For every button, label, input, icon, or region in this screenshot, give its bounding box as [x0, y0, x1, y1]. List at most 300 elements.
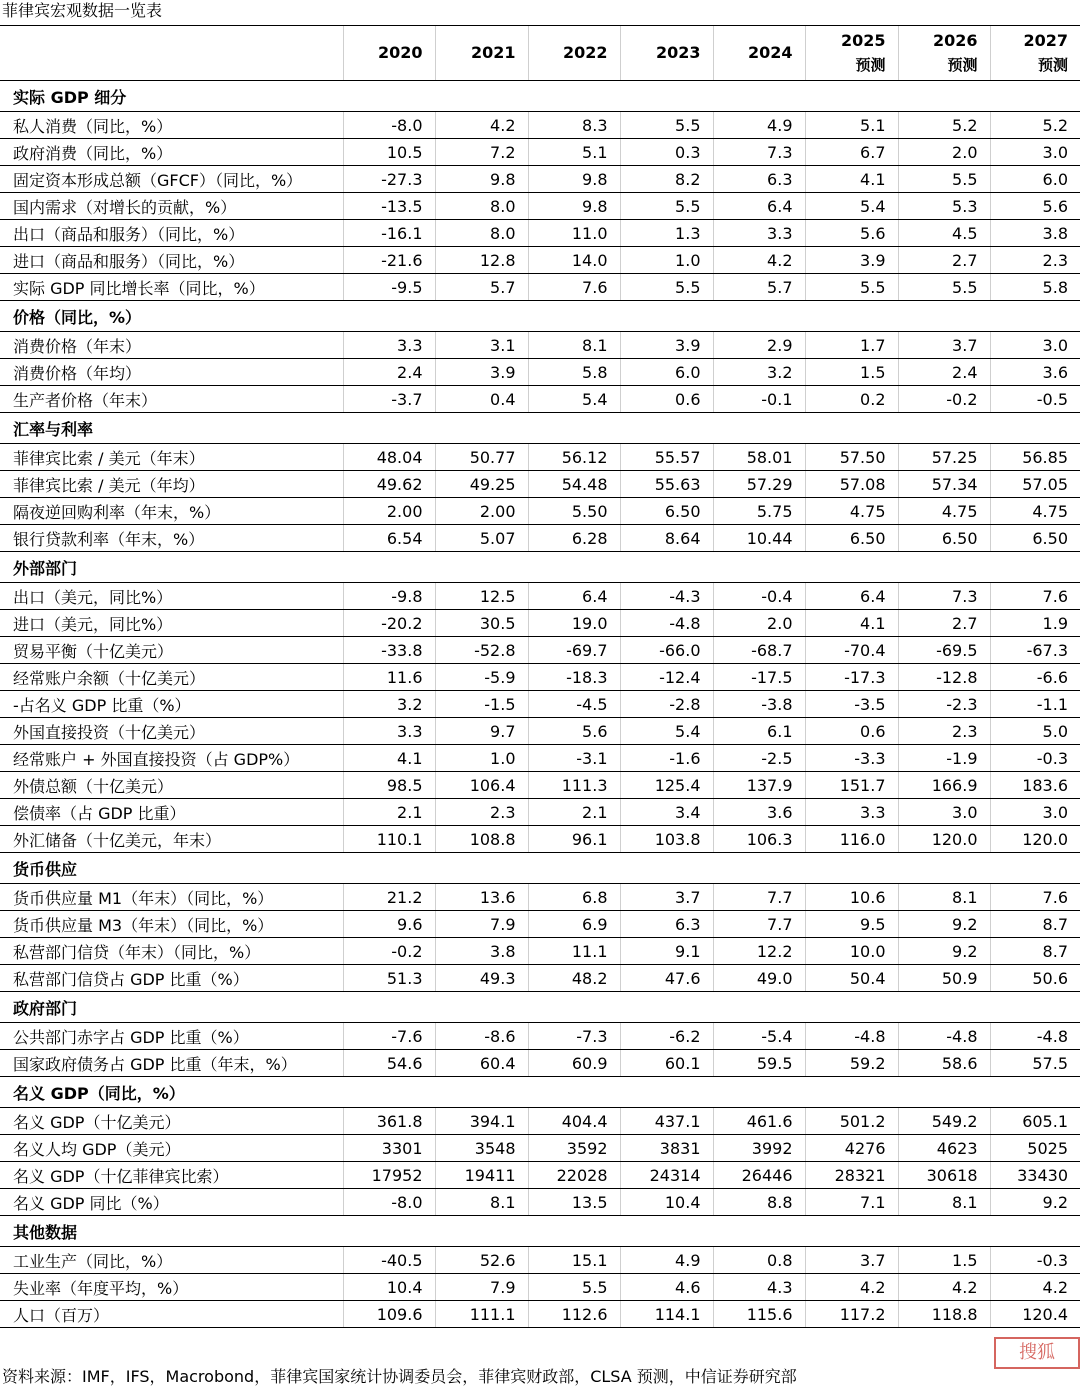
row-label: 名义 GDP 同比（%） — [0, 1189, 343, 1216]
row-label: 生产者价格（年末） — [0, 386, 343, 413]
value-cell: 50.6 — [990, 965, 1080, 992]
value-cell: 96.1 — [528, 826, 620, 853]
value-cell: 4.9 — [620, 1247, 713, 1274]
row-label: 出口（商品和服务）（同比，%） — [0, 220, 343, 247]
row-label: 菲律宾比索 / 美元（年均） — [0, 471, 343, 498]
value-cell: 57.25 — [898, 444, 990, 471]
value-cell: 2.1 — [343, 799, 435, 826]
value-cell: 7.7 — [713, 884, 805, 911]
table-row — [0, 525, 1080, 552]
value-cell: 4.1 — [343, 745, 435, 772]
value-cell: 10.4 — [620, 1189, 713, 1216]
table-row — [0, 911, 1080, 938]
value-cell: -4.8 — [620, 610, 713, 637]
value-cell: 50.77 — [435, 444, 528, 471]
value-cell: 108.8 — [435, 826, 528, 853]
table-row — [0, 691, 1080, 718]
value-cell: 137.9 — [713, 772, 805, 799]
table-row — [0, 498, 1080, 525]
value-cell: 3.3 — [343, 718, 435, 745]
value-cell: 4.5 — [898, 220, 990, 247]
row-label: 国内需求（对增长的贡献，%） — [0, 193, 343, 220]
value-cell: -4.5 — [528, 691, 620, 718]
value-cell: 49.0 — [713, 965, 805, 992]
year-label: 2024 — [747, 43, 793, 62]
value-cell: 111.3 — [528, 772, 620, 799]
value-cell: 3.7 — [620, 884, 713, 911]
table-row — [0, 332, 1080, 359]
value-cell: 6.50 — [805, 525, 898, 552]
value-cell: -12.4 — [620, 664, 713, 691]
value-cell: 7.1 — [805, 1189, 898, 1216]
value-cell: -1.6 — [620, 745, 713, 772]
value-cell: -4.8 — [990, 1023, 1080, 1050]
value-cell: 26446 — [713, 1162, 805, 1189]
table-row — [0, 112, 1080, 139]
value-cell: 11.6 — [343, 664, 435, 691]
value-cell: 4.2 — [898, 1274, 990, 1301]
table-row — [0, 359, 1080, 386]
value-cell: 14.0 — [528, 247, 620, 274]
value-cell: 151.7 — [805, 772, 898, 799]
value-cell: 6.4 — [713, 193, 805, 220]
value-cell: 7.7 — [713, 911, 805, 938]
value-cell: -3.3 — [805, 745, 898, 772]
row-label: 国家政府债务占 GDP 比重（年末，%） — [0, 1050, 343, 1077]
section-header-row — [0, 301, 1080, 332]
value-cell: 4.2 — [435, 112, 528, 139]
row-label: 名义 GDP（十亿美元） — [0, 1108, 343, 1135]
value-cell: 4.2 — [805, 1274, 898, 1301]
value-cell: 501.2 — [805, 1108, 898, 1135]
source-note: 资料来源：IMF，IFS，Macrobond，菲律宾国家统计协调委员会，菲律宾财政部，CLSA 预测，中信证券研究部 — [2, 1367, 797, 1386]
section-title: 政府部门 — [0, 992, 1080, 1023]
value-cell: 5.3 — [898, 193, 990, 220]
value-cell: 3.3 — [343, 332, 435, 359]
value-cell: 10.44 — [713, 525, 805, 552]
value-cell: -70.4 — [805, 637, 898, 664]
value-cell: 3.0 — [898, 799, 990, 826]
value-cell: 3.3 — [805, 799, 898, 826]
value-cell: -17.5 — [713, 664, 805, 691]
value-cell: 110.1 — [343, 826, 435, 853]
row-label: 实际 GDP 同比增长率（同比，%） — [0, 274, 343, 301]
value-cell: 3.6 — [990, 359, 1080, 386]
value-cell: -2.3 — [898, 691, 990, 718]
value-cell: -1.5 — [435, 691, 528, 718]
value-cell: 24314 — [620, 1162, 713, 1189]
value-cell: 7.9 — [435, 911, 528, 938]
value-cell: 7.2 — [435, 139, 528, 166]
value-cell: 2.4 — [343, 359, 435, 386]
year-header — [620, 26, 713, 81]
value-cell: 5.7 — [713, 274, 805, 301]
value-cell: 115.6 — [713, 1301, 805, 1328]
section-title: 外部部门 — [0, 552, 1080, 583]
table-row — [0, 247, 1080, 274]
value-cell: 5.5 — [805, 274, 898, 301]
value-cell: 2.3 — [898, 718, 990, 745]
section-title: 价格（同比，%） — [0, 301, 1080, 332]
value-cell: -3.5 — [805, 691, 898, 718]
value-cell: 166.9 — [898, 772, 990, 799]
value-cell: 3.7 — [805, 1247, 898, 1274]
table-row — [0, 193, 1080, 220]
value-cell: 8.2 — [620, 166, 713, 193]
value-cell: 7.6 — [990, 884, 1080, 911]
value-cell: 6.8 — [528, 884, 620, 911]
value-cell: 56.85 — [990, 444, 1080, 471]
year-header — [713, 26, 805, 81]
value-cell: 2.0 — [898, 139, 990, 166]
value-cell: 59.5 — [713, 1050, 805, 1077]
value-cell: 5.8 — [528, 359, 620, 386]
value-cell: 118.8 — [898, 1301, 990, 1328]
row-label: 公共部门赤字占 GDP 比重（%） — [0, 1023, 343, 1050]
value-cell: 4.1 — [805, 166, 898, 193]
value-cell: 10.5 — [343, 139, 435, 166]
value-cell: 49.25 — [435, 471, 528, 498]
value-cell: 50.4 — [805, 965, 898, 992]
row-label: 银行贷款利率（年末，%） — [0, 525, 343, 552]
value-cell: -4.8 — [805, 1023, 898, 1050]
value-cell: 3.0 — [990, 332, 1080, 359]
section-title: 货币供应 — [0, 853, 1080, 884]
table-row — [0, 166, 1080, 193]
value-cell: 52.6 — [435, 1247, 528, 1274]
value-cell: -7.6 — [343, 1023, 435, 1050]
value-cell: 5.5 — [620, 274, 713, 301]
value-cell: 6.4 — [805, 583, 898, 610]
value-cell: 7.6 — [990, 583, 1080, 610]
row-label: 外国直接投资（十亿美元） — [0, 718, 343, 745]
value-cell: 5.6 — [528, 718, 620, 745]
value-cell: 48.2 — [528, 965, 620, 992]
value-cell: 98.5 — [343, 772, 435, 799]
value-cell: 6.50 — [990, 525, 1080, 552]
row-label: 名义人均 GDP（美元） — [0, 1135, 343, 1162]
value-cell: 5.4 — [528, 386, 620, 413]
table-row — [0, 274, 1080, 301]
value-cell: 2.9 — [713, 332, 805, 359]
value-cell: 3.9 — [805, 247, 898, 274]
value-cell: 3.6 — [713, 799, 805, 826]
value-cell: -6.6 — [990, 664, 1080, 691]
value-cell: 60.9 — [528, 1050, 620, 1077]
value-cell: 4.1 — [805, 610, 898, 637]
value-cell: 9.8 — [528, 193, 620, 220]
value-cell: 56.12 — [528, 444, 620, 471]
value-cell: 60.1 — [620, 1050, 713, 1077]
value-cell: 5.4 — [620, 718, 713, 745]
value-cell: 8.1 — [528, 332, 620, 359]
table-row — [0, 965, 1080, 992]
value-cell: 12.8 — [435, 247, 528, 274]
value-cell: 4.75 — [805, 498, 898, 525]
value-cell: 6.28 — [528, 525, 620, 552]
value-cell: 58.01 — [713, 444, 805, 471]
value-cell: 4.75 — [990, 498, 1080, 525]
value-cell: 30.5 — [435, 610, 528, 637]
year-label: 2026 — [932, 31, 978, 50]
table-row — [0, 938, 1080, 965]
value-cell: 5.75 — [713, 498, 805, 525]
value-cell: 6.3 — [713, 166, 805, 193]
table-row — [0, 220, 1080, 247]
value-cell: 3.0 — [990, 139, 1080, 166]
value-cell: 3.7 — [898, 332, 990, 359]
value-cell: 21.2 — [343, 884, 435, 911]
value-cell: -3.7 — [343, 386, 435, 413]
value-cell: 116.0 — [805, 826, 898, 853]
value-cell: 8.0 — [435, 193, 528, 220]
value-cell: 57.5 — [990, 1050, 1080, 1077]
row-label: 经常账户 + 外国直接投资（占 GDP%） — [0, 745, 343, 772]
row-label: 出口（美元，同比%） — [0, 583, 343, 610]
row-label: -占名义 GDP 比重（%） — [0, 691, 343, 718]
value-cell: -27.3 — [343, 166, 435, 193]
row-label: 进口（商品和服务）（同比，%） — [0, 247, 343, 274]
year-header — [343, 26, 435, 81]
value-cell: -8.0 — [343, 1189, 435, 1216]
row-label: 私营部门信贷（年末）（同比，%） — [0, 938, 343, 965]
value-cell: 437.1 — [620, 1108, 713, 1135]
value-cell: 404.4 — [528, 1108, 620, 1135]
table-row — [0, 1162, 1080, 1189]
value-cell: 0.6 — [620, 386, 713, 413]
table-row — [0, 583, 1080, 610]
value-cell: 58.6 — [898, 1050, 990, 1077]
forecast-label: 预测 — [1037, 56, 1068, 74]
value-cell: -4.3 — [620, 583, 713, 610]
value-cell: 6.0 — [990, 166, 1080, 193]
value-cell: -5.4 — [713, 1023, 805, 1050]
value-cell: 114.1 — [620, 1301, 713, 1328]
section-header-row — [0, 413, 1080, 444]
value-cell: 120.0 — [898, 826, 990, 853]
year-header — [528, 26, 620, 81]
table-row — [0, 718, 1080, 745]
value-cell: 8.1 — [435, 1189, 528, 1216]
value-cell: 8.64 — [620, 525, 713, 552]
value-cell: -8.6 — [435, 1023, 528, 1050]
value-cell: 59.2 — [805, 1050, 898, 1077]
table-row — [0, 610, 1080, 637]
value-cell: 33430 — [990, 1162, 1080, 1189]
value-cell: 4623 — [898, 1135, 990, 1162]
value-cell: 2.7 — [898, 247, 990, 274]
value-cell: 4.2 — [713, 247, 805, 274]
value-cell: 1.7 — [805, 332, 898, 359]
value-cell: 49.3 — [435, 965, 528, 992]
value-cell: 9.8 — [528, 166, 620, 193]
value-cell: 3301 — [343, 1135, 435, 1162]
value-cell: 9.2 — [898, 911, 990, 938]
value-cell: -4.8 — [898, 1023, 990, 1050]
value-cell: 55.57 — [620, 444, 713, 471]
value-cell: 3.9 — [620, 332, 713, 359]
value-cell: 57.50 — [805, 444, 898, 471]
year-header — [990, 26, 1080, 81]
value-cell: 55.63 — [620, 471, 713, 498]
value-cell: 4.6 — [620, 1274, 713, 1301]
value-cell: 6.4 — [528, 583, 620, 610]
value-cell: 3.9 — [435, 359, 528, 386]
value-cell: 120.4 — [990, 1301, 1080, 1328]
section-header-row — [0, 1216, 1080, 1247]
table-row — [0, 826, 1080, 853]
forecast-label: 预测 — [855, 56, 886, 74]
value-cell: 22028 — [528, 1162, 620, 1189]
value-cell: -12.8 — [898, 664, 990, 691]
value-cell: -2.5 — [713, 745, 805, 772]
value-cell: 5.50 — [528, 498, 620, 525]
value-cell: 5.5 — [528, 1274, 620, 1301]
value-cell: 47.6 — [620, 965, 713, 992]
year-label: 2022 — [562, 43, 608, 62]
table-title: 菲律宾宏观数据一览表 — [2, 1, 163, 20]
table-row — [0, 772, 1080, 799]
value-cell: -52.8 — [435, 637, 528, 664]
value-cell: -9.8 — [343, 583, 435, 610]
row-label: 货币供应量 M1（年末）（同比，%） — [0, 884, 343, 911]
value-cell: 106.3 — [713, 826, 805, 853]
table-row — [0, 884, 1080, 911]
value-cell: 6.50 — [620, 498, 713, 525]
value-cell: 2.00 — [343, 498, 435, 525]
value-cell: 2.0 — [713, 610, 805, 637]
value-cell: 3548 — [435, 1135, 528, 1162]
forecast-label: 预测 — [947, 56, 978, 74]
value-cell: 13.5 — [528, 1189, 620, 1216]
value-cell: 12.2 — [713, 938, 805, 965]
section-header-row — [0, 992, 1080, 1023]
section-header-row — [0, 1077, 1080, 1108]
year-label: 2027 — [1023, 31, 1068, 50]
table-row — [0, 1274, 1080, 1301]
table-row — [0, 745, 1080, 772]
row-label: 货币供应量 M3（年末）（同比，%） — [0, 911, 343, 938]
value-cell: 5.5 — [898, 274, 990, 301]
year-header — [435, 26, 528, 81]
row-label: 偿债率（占 GDP 比重） — [0, 799, 343, 826]
value-cell: 9.1 — [620, 938, 713, 965]
value-cell: 8.0 — [435, 220, 528, 247]
value-cell: 11.1 — [528, 938, 620, 965]
value-cell: -21.6 — [343, 247, 435, 274]
value-cell: -20.2 — [343, 610, 435, 637]
value-cell: 461.6 — [713, 1108, 805, 1135]
row-label: 名义 GDP（十亿菲律宾比索） — [0, 1162, 343, 1189]
value-cell: 111.1 — [435, 1301, 528, 1328]
section-title: 其他数据 — [0, 1216, 1080, 1247]
value-cell: 3992 — [713, 1135, 805, 1162]
value-cell: 8.3 — [528, 112, 620, 139]
value-cell: -0.3 — [990, 1247, 1080, 1274]
value-cell: 2.3 — [990, 247, 1080, 274]
value-cell: 10.6 — [805, 884, 898, 911]
row-label: 经常账户余额（十亿美元） — [0, 664, 343, 691]
value-cell: 394.1 — [435, 1108, 528, 1135]
table-row — [0, 139, 1080, 166]
value-cell: -0.1 — [713, 386, 805, 413]
value-cell: 5.8 — [990, 274, 1080, 301]
row-label: 消费价格（年均） — [0, 359, 343, 386]
value-cell: -2.8 — [620, 691, 713, 718]
section-header-row — [0, 552, 1080, 583]
value-cell: 9.7 — [435, 718, 528, 745]
section-title: 汇率与利率 — [0, 413, 1080, 444]
value-cell: 5.7 — [435, 274, 528, 301]
table-row — [0, 444, 1080, 471]
value-cell: 9.2 — [898, 938, 990, 965]
value-cell: 8.8 — [713, 1189, 805, 1216]
value-cell: 4.2 — [990, 1274, 1080, 1301]
value-cell: 2.4 — [898, 359, 990, 386]
row-label: 工业生产（同比，%） — [0, 1247, 343, 1274]
value-cell: 3.3 — [713, 220, 805, 247]
value-cell: 19411 — [435, 1162, 528, 1189]
row-label: 贸易平衡（十亿美元） — [0, 637, 343, 664]
value-cell: 3831 — [620, 1135, 713, 1162]
value-cell: 8.7 — [990, 938, 1080, 965]
value-cell: 605.1 — [990, 1108, 1080, 1135]
value-cell: 7.3 — [713, 139, 805, 166]
value-cell: 1.0 — [435, 745, 528, 772]
value-cell: 103.8 — [620, 826, 713, 853]
value-cell: 7.3 — [898, 583, 990, 610]
value-cell: 5025 — [990, 1135, 1080, 1162]
value-cell: 30618 — [898, 1162, 990, 1189]
value-cell: 1.0 — [620, 247, 713, 274]
value-cell: 1.9 — [990, 610, 1080, 637]
row-label: 失业率（年度平均，%） — [0, 1274, 343, 1301]
value-cell: 0.6 — [805, 718, 898, 745]
value-cell: 5.1 — [805, 112, 898, 139]
row-label: 进口（美元，同比%） — [0, 610, 343, 637]
year-header — [805, 26, 898, 81]
value-cell: 1.3 — [620, 220, 713, 247]
value-cell: 120.0 — [990, 826, 1080, 853]
value-cell: 0.3 — [620, 139, 713, 166]
table-row — [0, 637, 1080, 664]
value-cell: -8.0 — [343, 112, 435, 139]
watermark-stamp: 搜狐 — [994, 1337, 1080, 1369]
row-label: 隔夜逆回购利率（年末，%） — [0, 498, 343, 525]
value-cell: 5.5 — [620, 112, 713, 139]
table-row — [0, 471, 1080, 498]
value-cell: 0.4 — [435, 386, 528, 413]
value-cell: 0.8 — [713, 1247, 805, 1274]
year-label: 2021 — [470, 43, 516, 62]
table-row — [0, 1301, 1080, 1328]
value-cell: 19.0 — [528, 610, 620, 637]
value-cell: 2.3 — [435, 799, 528, 826]
value-cell: -69.7 — [528, 637, 620, 664]
year-label: 2020 — [377, 43, 423, 62]
value-cell: 4276 — [805, 1135, 898, 1162]
table-row — [0, 1189, 1080, 1216]
macro-data-table — [0, 25, 1080, 1328]
value-cell: 10.0 — [805, 938, 898, 965]
value-cell: 51.3 — [343, 965, 435, 992]
value-cell: 5.2 — [898, 112, 990, 139]
value-cell: 11.0 — [528, 220, 620, 247]
section-title: 名义 GDP（同比，%） — [0, 1077, 1080, 1108]
value-cell: 125.4 — [620, 772, 713, 799]
value-cell: -66.0 — [620, 637, 713, 664]
value-cell: 6.1 — [713, 718, 805, 745]
